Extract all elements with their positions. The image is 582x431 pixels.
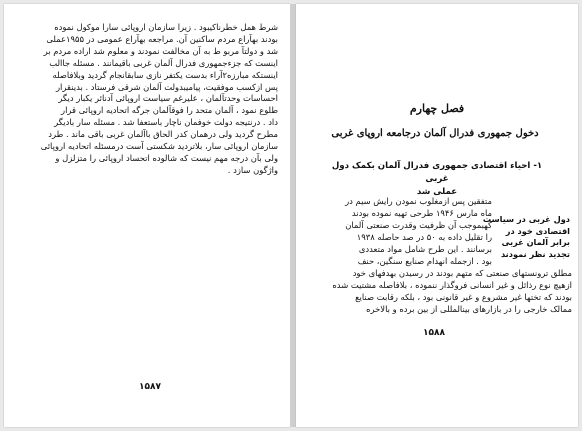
text-line: ماه مارس ۱۹۴۶ طرحی تهیه نموده بودند: [351, 207, 492, 218]
text-line: اینست که جزءجمهوری فدرال آلمان غربی باقیمانند . مسئله جاالب: [49, 57, 278, 68]
left-page: [4, 4, 290, 427]
text-line: شرط همل خطرناکیبود . زیرا سازمان اروپائی سارا موکول نموده: [54, 22, 278, 32]
section-heading-line: عملی شد: [416, 187, 458, 197]
margin-note-line: اقتصادی خود در: [505, 225, 570, 236]
text-line: ممالک خارجی را در بازارهای بینالمللی از بین برده و بالاخره: [366, 303, 572, 314]
text-line: اینستکه مبارزه۲آراء بدست یکتفر نازی سابقانجام گردید وبلافاصله: [52, 69, 278, 80]
text-line: پس ازکسب موفقیت، پیامیبدولت آلمان شرقی فرستاد . بدینقرار: [55, 81, 278, 92]
wide-paragraph: [310, 268, 572, 316]
page-number: ۱۵۸۷: [139, 382, 161, 392]
chapter-title: فصل چهارم: [409, 102, 465, 115]
text-line: داد . درنتیجه دولت خوفمان ناچار باستعفا شد . مسئله سار بادیگر: [54, 117, 278, 128]
text-line: بود . ازجمله انهدام صنایع سنگین، حنف: [357, 255, 492, 266]
section-heading-line: ۱- احیاء اقتصادی جمهوری فدرال آلمان بکمک دول غربی: [331, 161, 543, 184]
text-line: ازهیچ نوع رذائل و غیر انسانی فروگذار ننموده ، بلافاصله مشتیت شده: [332, 279, 572, 290]
text-line: مطلق ترونستهای صنعتی که متهم بودند در رسیدن بهدفهای خود: [352, 268, 572, 278]
left-page-body: [18, 22, 278, 177]
margin-note: [482, 214, 570, 260]
text-line: بودند که تختها غیر مشروع و غیر قانونی بود ، بلکه رقابت صنایع: [355, 291, 572, 302]
margin-note-line: برابر آلمان غربی: [501, 237, 570, 247]
chapter-subtitle: دخول جمهوری فدرال آلمان درجامعه اروپای غربی: [331, 128, 539, 139]
page-number: ۱۵۸۸: [423, 328, 445, 338]
text-line: متفقین پس ازمغلوب نمودن رایش سیم در: [345, 196, 492, 206]
margin-note-line: تجدید نظر نمودند: [500, 248, 570, 259]
text-line: را تقلیل داده به ۵۰ در صد حاصله ۱۹۳۸: [356, 231, 492, 242]
text-line: ولی بآن درجه مهم نیست که شالوده اتحساد اروپائی را متزلزل و: [55, 152, 278, 163]
narrow-paragraph: [310, 196, 492, 267]
margin-note-line: دول غربی در سیاست: [482, 214, 570, 224]
text-line: مطرح گردید ولی درهمان کدر الحاق باآلمان غربی باقی ماند . طرد: [48, 129, 278, 140]
right-page: [296, 4, 578, 427]
text-line: واژگون سازد .: [227, 164, 278, 175]
text-line: برسانند . این طرح شامل مواد متعددی: [358, 243, 492, 254]
text-line: شد و دولتآ مربو ط به آن مخالفت نمودند و معلوم شد اراده مردم بر: [43, 45, 278, 56]
section-heading: [322, 160, 552, 199]
text-line: کهبموجب آن ظرفیت وقدرت صنعتی آلمان: [345, 219, 492, 230]
text-line: طلوع نمود ، آلمان متحد را فوقآلمان جرگه اتحادیه اروپائی قرار: [61, 105, 278, 116]
text-line: سازمان اروپائی سار، بلاتردید شکستی آست درمسئله اتحادیه اروپائی: [40, 141, 278, 152]
book-spread: [4, 4, 578, 427]
text-line: بودند بهآراع مردم ساکنین آن. مراجعه بهآراع عمومی در ۱۹۵۵عملی: [46, 33, 278, 44]
text-line: احساسات وحدتآلمان ، علیرغم سیاست اروپائی آدنائر یکبار دیگر: [58, 93, 278, 104]
